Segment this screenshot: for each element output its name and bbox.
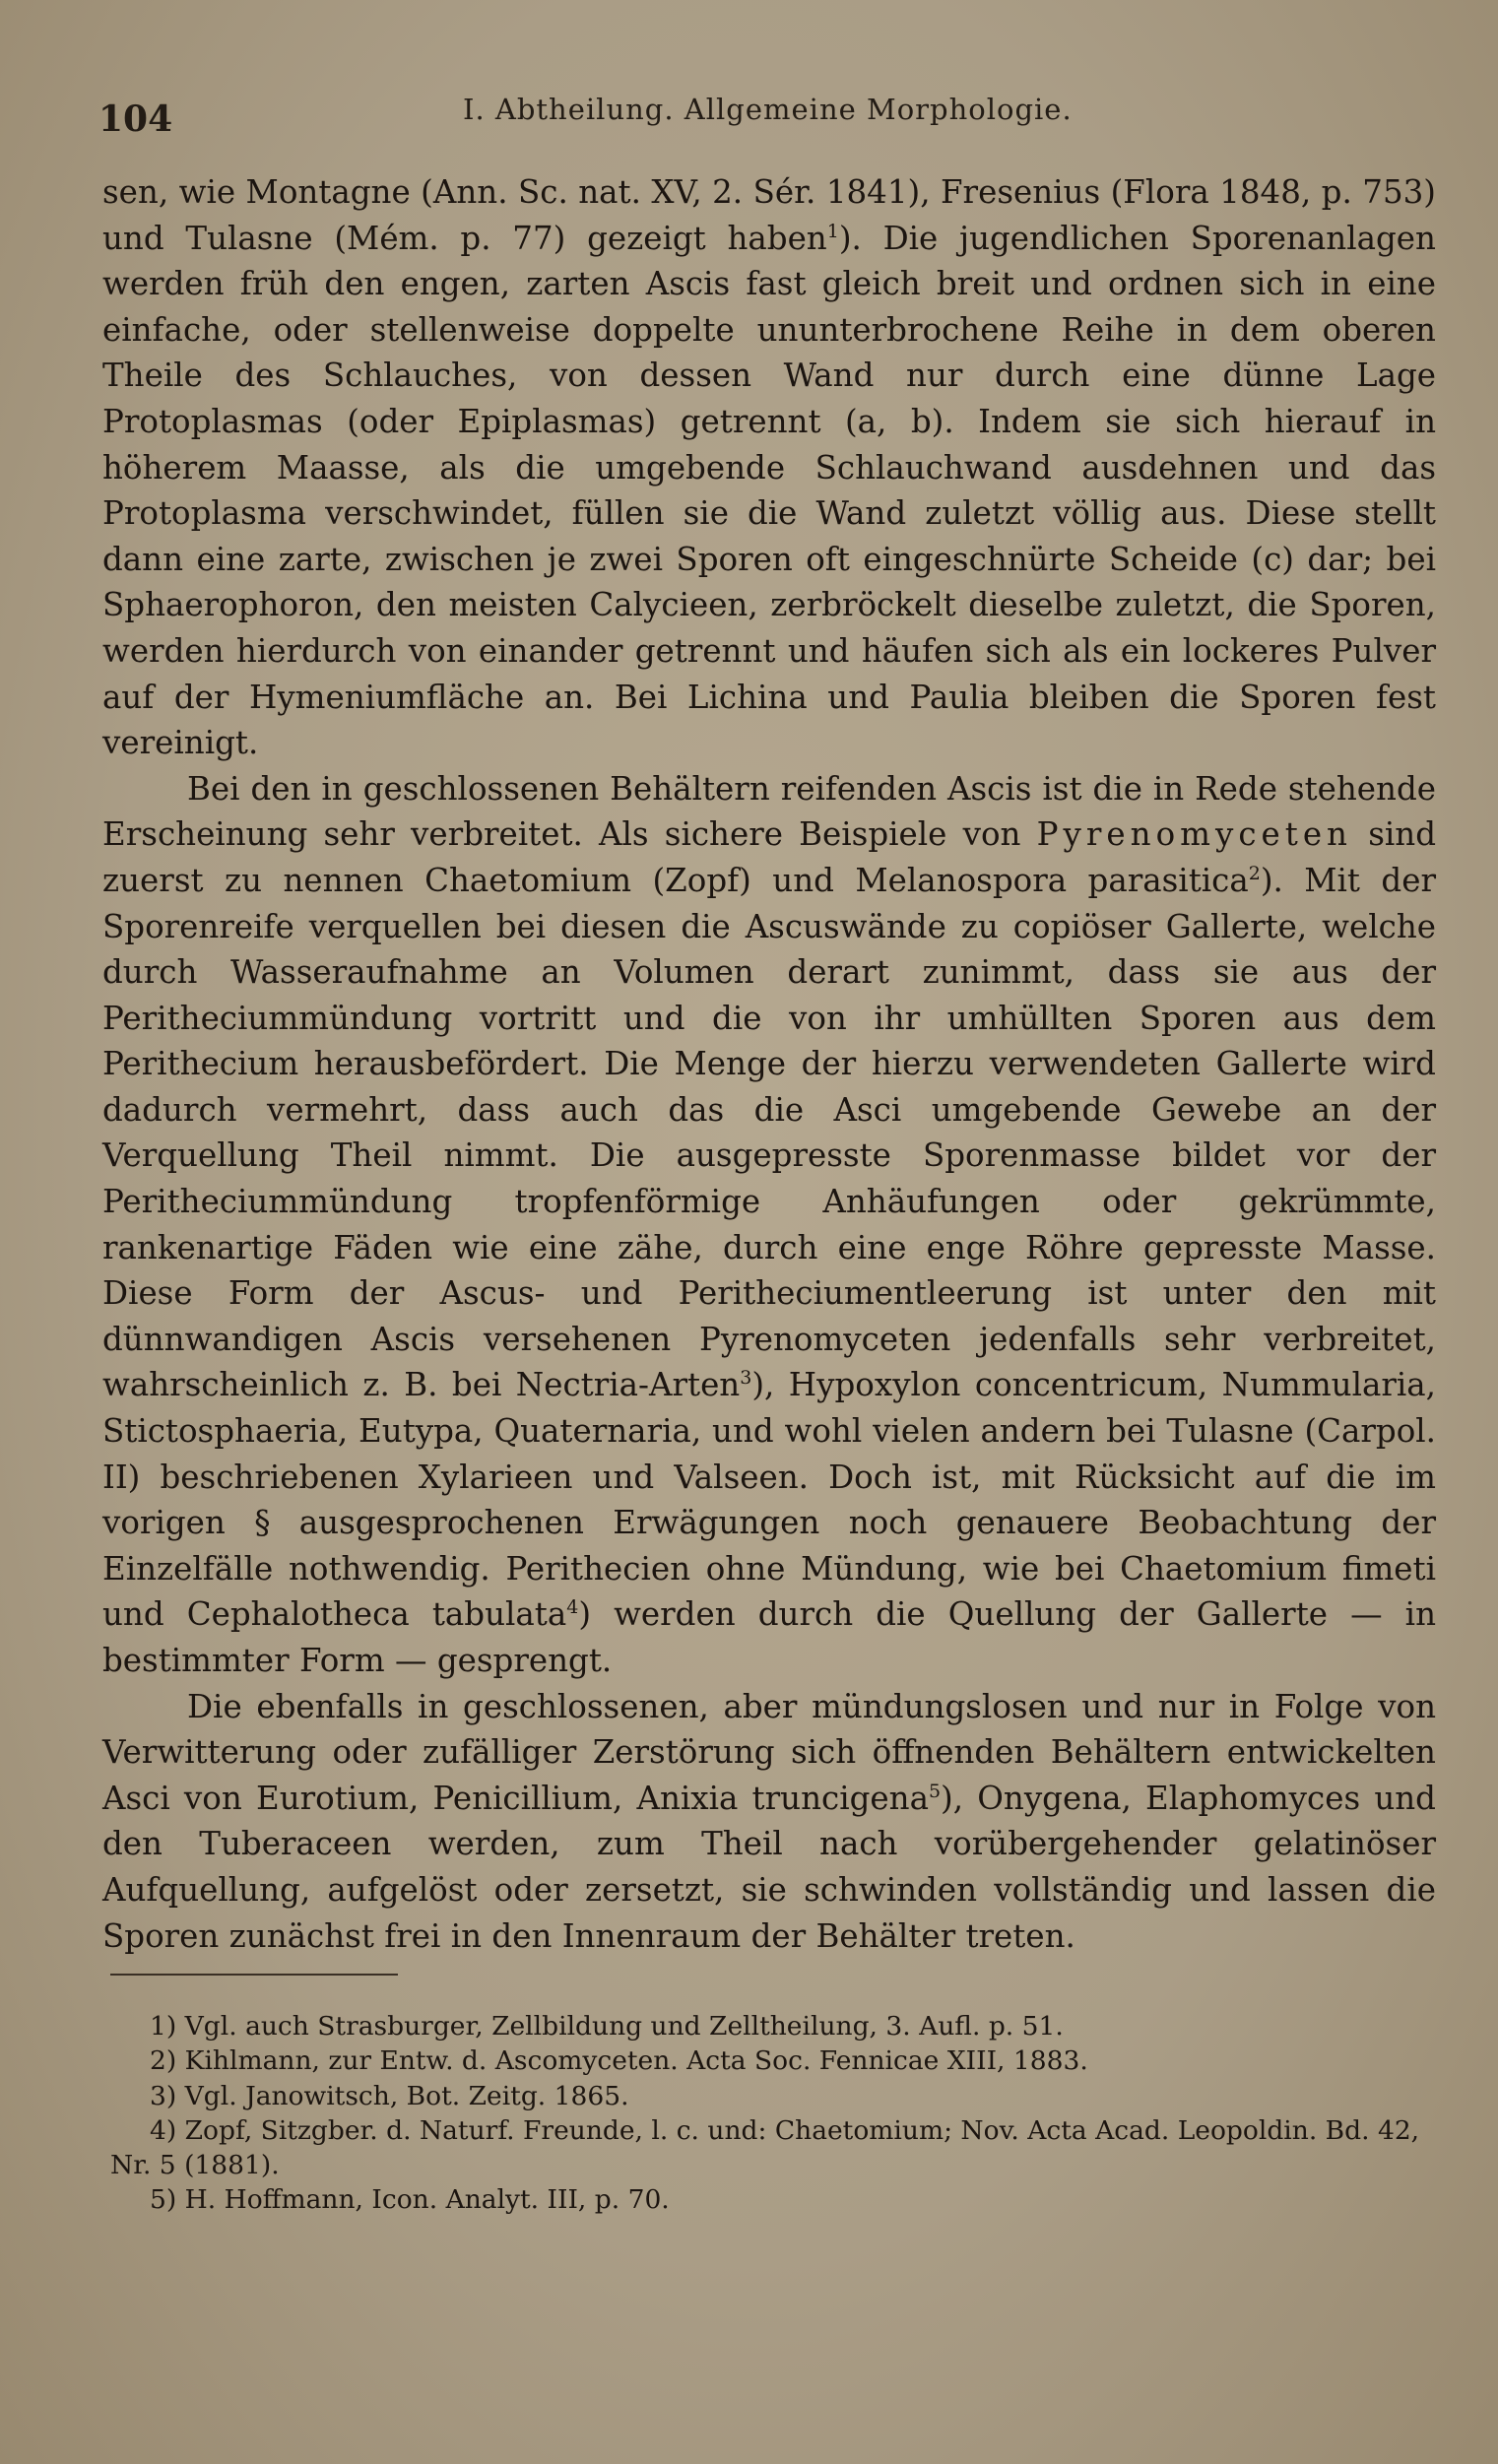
footnote-divider <box>110 1974 398 1976</box>
text-run: Bei den in geschlossenen Behältern reifenden Ascis ist die in Rede stehende Erscheinung sehr verbreitet. Als sichere Beispiele von <box>102 769 1436 854</box>
footnote-number: 5) <box>150 2184 177 2216</box>
footnotes <box>110 2009 1440 2218</box>
text-run: ). Mit der Sporenreife verquellen bei diesen die Ascuswände zu copiöser Gallerte, welche durch Wasseraufnahme an Volumen derart zunimmt, dass sie aus der Peritheciummündung vortritt und die von ihr umhüllten Sporen aus dem Perithecium herausbefördert. Die Menge der hierzu verwendeten Gallerte wird dadurch vermehrt, dass auch das die Asci umgebende Gewebe an der Verquellung Theil nimmt. Die ausgepresste Sporenmasse bildet vor der Peritheciummündung tropfenförmige Anhäufungen oder gekrümmte, rankenartige Fäden wie eine zähe, durch eine enge Röhre gepresste Masse. Diese Form der Ascus- und Peritheciumentleerung ist unter den mit dünnwandigen Ascis versehenen Pyrenomyceten jedenfalls sehr verbreitet, wahrscheinlich z. B. bei Nectria-Arten <box>102 861 1436 1404</box>
footnote-number: 3) <box>150 2080 177 2111</box>
footnote-number: 2) <box>150 2045 177 2077</box>
footnote-ref-3: 3 <box>740 1367 752 1390</box>
page-number: 104 <box>98 98 173 140</box>
footnote-4 <box>110 2113 1440 2183</box>
footnote-text: Vgl. auch Strasburger, Zellbildung und Zelltheilung, 3. Aufl. p. 51. <box>184 2011 1064 2042</box>
paragraph-3 <box>102 1684 1436 1960</box>
footnote-number: 1) <box>150 2011 177 2042</box>
footnote-ref-5: 5 <box>928 1780 942 1802</box>
paragraph-2 <box>102 766 1436 1684</box>
footnote-text: H. Hoffmann, Icon. Analyt. III, p. 70. <box>184 2184 670 2216</box>
text-run: ), Onygena, Elaphomyces und den Tuberaceen werden, zum Theil nach vorübergehender gelatinöser Aufquellung, aufgelöst oder zersetzt, sie schwinden vollständig und lassen die Sporen zunächst frei in den Innenraum der Behälter treten. <box>102 1779 1436 1955</box>
footnote-1 <box>110 2009 1440 2043</box>
text-run: sen, wie Montagne (Ann. Sc. nat. XV, 2. Sér. 1841), Fresenius (Flora 1848, p. 753) und Tulasne (Mém. p. 77) gezeigt haben <box>102 173 1436 257</box>
footnote-5 <box>110 2182 1440 2217</box>
paragraph-1 <box>102 169 1436 766</box>
main-text <box>102 169 1436 1959</box>
footnote-text: Kihlmann, zur Entw. d. Ascomyceten. Acta Soc. Fennicae XIII, 1883. <box>184 2045 1088 2077</box>
footnote-ref-2: 2 <box>1248 863 1261 885</box>
text-run: Die ebenfalls in geschlossenen, aber mündungslosen und nur in Folge von Verwitterung oder zufälliger Zerstörung sich öffnenden Behältern entwickelten Asci von Eurotium, Penicillium, Anixia truncigena <box>102 1687 1436 1817</box>
footnote-text: Zopf, Sitzgber. d. Naturf. Freunde, l. c. und: Chaetomium; Nov. Acta Acad. Leopoldin. Bd. 42, Nr. 5 (1881). <box>110 2114 1420 2181</box>
text-run: sind zuerst zu nennen Chaetomium (Zopf) und Melanospora parasitica <box>102 815 1436 899</box>
footnote-3 <box>110 2079 1440 2113</box>
text-run: ). Die jugendlichen Sporenanlagen werden früh den engen, zarten Ascis fast gleich breit und ordnen sich in eine einfache, oder stellenweise doppelte ununterbrochene Reihe in dem oberen Theile des Schlauches, von dessen Wand nur durch eine dünne Lage Protoplasmas (oder Epiplasmas) getrennt (a, b). Indem sie sich hierauf in höherem Maasse, als die umgebende Schlauchwand ausdehnen und das Protoplasma verschwindet, füllen sie die Wand zuletzt völlig aus. Diese stellt dann eine zarte, zwischen je zwei Sporen oft eingeschnürte Scheide (c) dar; bei Sphaerophoron, den meisten Calycieen, zerbröckelt dieselbe zuletzt, die Sporen, werden hierdurch von einander getrennt und häufen sich als ein lockeres Pulver auf der Hymeniumfläche an. Bei Lichina und Paulia bleiben die Sporen fest vereinigt. <box>102 219 1436 762</box>
footnote-ref-4: 4 <box>566 1596 579 1619</box>
footnote-ref-1: 1 <box>826 220 839 242</box>
page-header <box>98 79 1438 148</box>
text-run: ) werden durch die Quellung der Gallerte — in bestimmter Form — gesprengt. <box>102 1595 1436 1679</box>
spaced-term: Pyrenomyceten <box>1036 815 1352 854</box>
text-run: ), Hypoxylon concentricum, Nummularia, Stictosphaeria, Eutypa, Quaternaria, und wohl vielen andern bei Tulasne (Carpol. II) beschriebenen Xylarieen und Valseen. Doch ist, mit Rücksicht auf die im vorigen § ausgesprochenen Erwägungen noch genauere Beobachtung der Einzelfälle nothwendig. Perithecien ohne Mündung, wie bei Chaetomium fimeti und Cephalotheca tabulata <box>102 1366 1436 1634</box>
footnote-number: 4) <box>150 2114 177 2146</box>
footnote-2 <box>110 2043 1440 2078</box>
running-head: I. Abtheilung. Allgemeine Morphologie. <box>463 93 1073 126</box>
footnote-text: Vgl. Janowitsch, Bot. Zeitg. 1865. <box>184 2080 629 2111</box>
